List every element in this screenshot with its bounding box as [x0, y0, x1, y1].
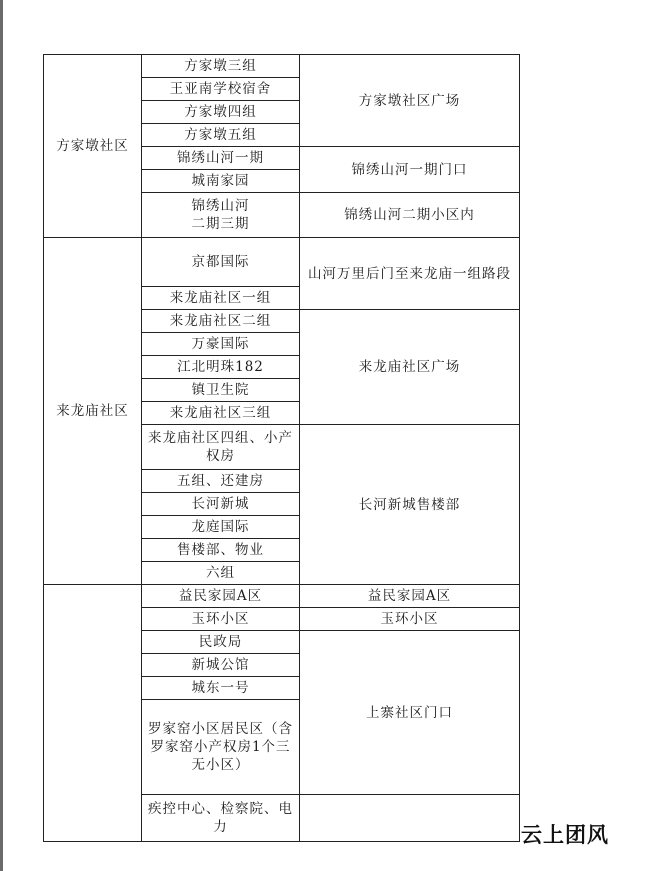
table-row: [44, 55, 520, 78]
area-cell: 来龙庙社区四组、小产权房: [142, 425, 300, 470]
community-cell: 方家墩社区: [44, 55, 142, 238]
point-cell: 锦绣山河一期门口: [300, 147, 520, 193]
point-cell: 长河新城售楼部: [300, 425, 520, 585]
area-cell: 城南家园: [142, 170, 300, 193]
area-cell: 五组、还建房: [142, 470, 300, 493]
area-cell: 王亚南学校宿舍: [142, 78, 300, 101]
point-cell: 玉环小区: [300, 608, 520, 631]
point-cell: 山河万里后门至来龙庙一组路段: [300, 238, 520, 310]
point-cell: 上寨社区门口: [300, 631, 520, 795]
area-cell: 方家墩四组: [142, 101, 300, 124]
point-cell: 益民家园A区: [300, 585, 520, 608]
area-cell: 益民家园A区: [142, 585, 300, 608]
community-cell: 来龙庙社区: [44, 238, 142, 585]
area-cell: 来龙庙社区一组: [142, 287, 300, 310]
table-row: [44, 238, 520, 287]
area-cell: 罗家窑小区居民区（含罗家窑小产权房1个三无小区）: [142, 700, 300, 795]
area-cell: 来龙庙社区二组: [142, 310, 300, 333]
area-cell: 江北明珠182: [142, 356, 300, 379]
area-cell: 六组: [142, 562, 300, 585]
area-cell: 锦绣山河 二期三期: [142, 193, 300, 238]
table-row: [44, 585, 520, 608]
area-cell: 疾控中心、检察院、电力: [142, 795, 300, 842]
area-cell: 方家墩三组: [142, 55, 300, 78]
point-cell: 来龙庙社区广场: [300, 310, 520, 425]
area-cell: 来龙庙社区三组: [142, 402, 300, 425]
area-cell: 民政局: [142, 631, 300, 654]
point-cell: [300, 795, 520, 842]
community-cell: [44, 585, 142, 842]
distribution-table: [43, 54, 520, 842]
page-left-edge: [0, 0, 3, 871]
area-cell: 玉环小区: [142, 608, 300, 631]
area-cell: 方家墩五组: [142, 124, 300, 147]
area-cell: 万豪国际: [142, 333, 300, 356]
area-cell: 新城公馆: [142, 654, 300, 677]
point-cell: 锦绣山河二期小区内: [300, 193, 520, 238]
point-cell: 方家墩社区广场: [300, 55, 520, 147]
area-cell: 京都国际: [142, 238, 300, 287]
area-cell: 长河新城: [142, 493, 300, 516]
area-cell: 镇卫生院: [142, 379, 300, 402]
area-cell: 锦绣山河一期: [142, 147, 300, 170]
area-cell: 城东一号: [142, 677, 300, 700]
area-cell: 龙庭国际: [142, 516, 300, 539]
area-cell: 售楼部、物业: [142, 539, 300, 562]
watermark-logo: 云上团风: [521, 823, 609, 847]
